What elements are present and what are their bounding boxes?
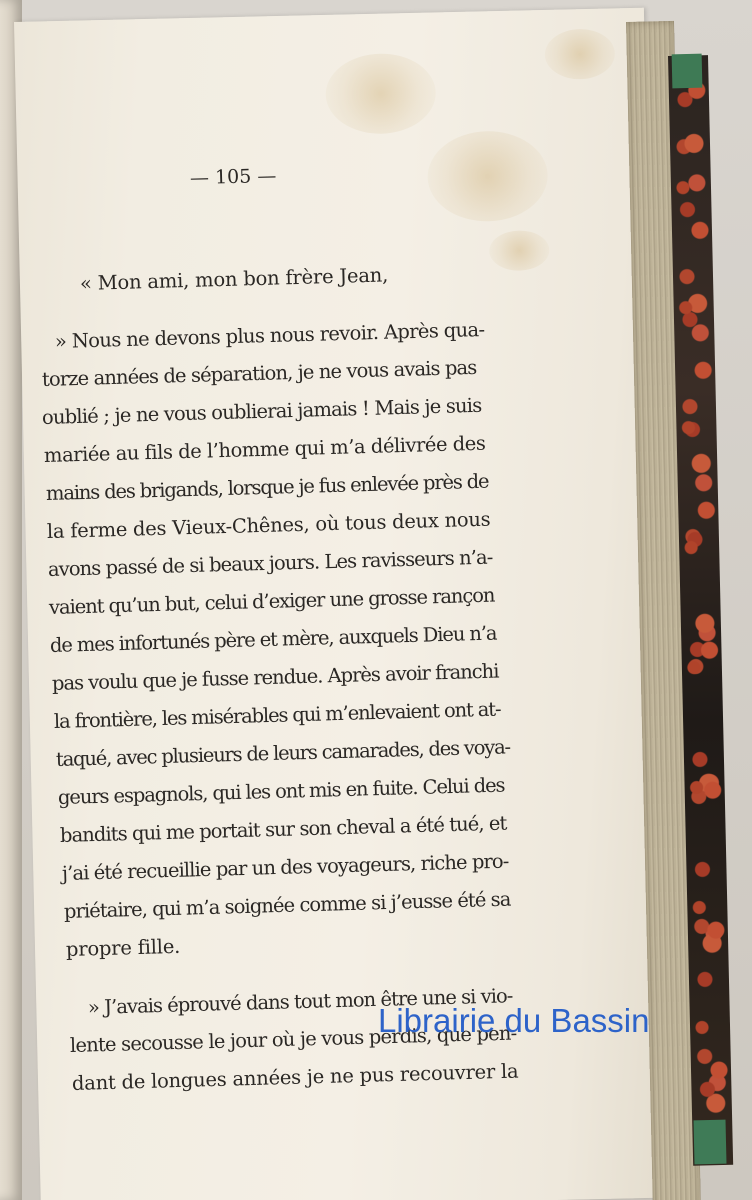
text-line: dant de longues années je ne pus recouvrer la [71,1059,519,1095]
text-line: j’ai été recueillie par un des voyageurs, riche pro- [61,849,509,885]
text-line: » J’avais éprouvé dans tout mon être une si vio- [87,984,513,1019]
text-line: lente secousse le jour où je vous perdis, que pen- [69,1021,517,1057]
text-line: mariée au fils de l’homme qui m’a délivrée des [43,431,486,467]
text-line: bandits qui me portait sur son cheval a été tué, et [59,811,507,847]
text-line: oublié ; je ne vous oublierai jamais ! Mais je suis [41,393,482,429]
text-line: geurs espagnols, qui les ont mis en fuite. Celui des [57,773,505,809]
watermark-text: Librairie du Bassin [378,1002,650,1039]
cover-corner-bottom [694,1120,727,1165]
cover-corner-top [672,54,703,89]
text-line: vaient qu’un but, celui d’exiger une grosse rançon [48,583,495,619]
foxing-stain [544,28,615,80]
text-line: de mes infortunés père et mère, auxquels Dieu n’a [49,621,497,657]
foxing-stain [489,230,550,271]
text-line: pas voulu que je fusse rendue. Après avoir franchi [51,659,499,695]
text-line: la frontière, les misérables qui m’enlevaient ont at- [53,697,501,733]
text-line: mains des brigands, lorsque je fus enlevée près de [45,469,489,505]
text-line: priétaire, qui m’a soignée comme si j’eusse été sa [63,887,511,923]
text-line: « Mon ami, mon bon frère Jean, [79,263,389,295]
text-line: la ferme des Vieux-Chênes, où tous deux nous [46,507,491,543]
text-line: propre fille. [65,934,181,961]
foxing-stain [427,130,549,223]
text-line: torze années de séparation, je ne vous avais pas [41,355,477,391]
text-line: » Nous ne devons plus nous revoir. Après qua- [54,318,485,353]
foxing-stain [325,52,437,134]
page-number: — 105 — [189,164,277,190]
text-line: taqué, avec plusieurs de leurs camarades, des voya- [55,735,511,771]
text-line: avons passé de si beaux jours. Les ravisseurs n’a- [47,545,493,581]
